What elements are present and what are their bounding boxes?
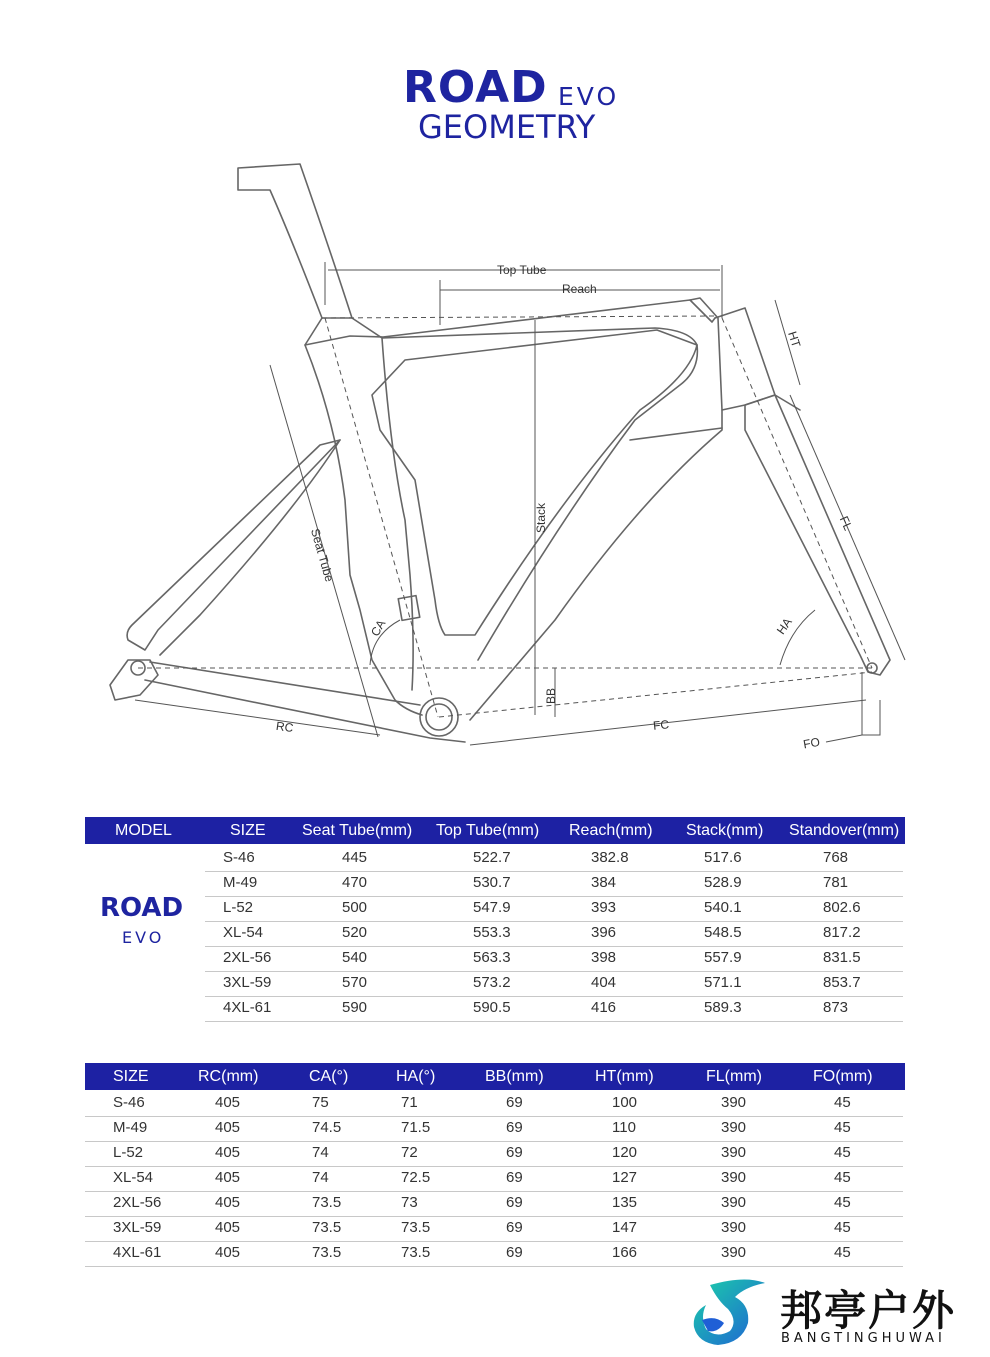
- cell-reach: 382.8: [591, 849, 629, 866]
- cell-stack: 548.5: [704, 924, 742, 941]
- cell-ca: 73.5: [312, 1194, 342, 1211]
- cell-rc: 405: [215, 1169, 241, 1186]
- cell-size: L-52: [113, 1144, 144, 1161]
- cell-size: L-52: [223, 899, 254, 916]
- fc-line: [439, 672, 872, 717]
- title-geometry: GEOMETRY: [418, 108, 596, 146]
- cell-fo: 45: [834, 1119, 851, 1136]
- model-logo-road: ROAD: [100, 893, 184, 923]
- label-ht: HT: [785, 329, 804, 350]
- cell-rc: 405: [215, 1194, 241, 1211]
- header-ca: CA(°): [309, 1068, 349, 1085]
- cell-seat-tube: 570: [342, 974, 368, 991]
- cell-top-tube: 530.7: [473, 874, 511, 891]
- label-top-tube: Top Tube: [497, 263, 547, 277]
- chain-stay: [145, 662, 465, 742]
- cell-fo: 45: [834, 1169, 851, 1186]
- cell-seat-tube: 500: [342, 899, 368, 916]
- header-rc: RC(mm): [198, 1068, 259, 1085]
- label-bb: BB: [544, 687, 558, 704]
- header-fl: FL(mm): [706, 1068, 762, 1085]
- brand-name-en: BANGTINGHUWAI: [781, 1331, 946, 1346]
- cell-ha: 73.5: [401, 1244, 431, 1261]
- header-stack: Stack(mm): [686, 822, 764, 839]
- cell-top-tube: 553.3: [473, 924, 511, 941]
- cell-bb: 69: [506, 1219, 523, 1236]
- header-ha: HA(°): [396, 1068, 436, 1085]
- table-header: [85, 1063, 905, 1090]
- header-seat-tube: Seat Tube(mm): [302, 822, 413, 839]
- label-fc: FC: [652, 717, 670, 733]
- cell-stack: 571.1: [704, 974, 742, 991]
- cell-stack: 540.1: [704, 899, 742, 916]
- cell-rc: 405: [215, 1119, 241, 1136]
- down-tube-inner: [630, 428, 722, 440]
- cell-size: 3XL-59: [113, 1219, 162, 1236]
- cell-standover: 802.6: [823, 899, 861, 916]
- cell-ca: 74.5: [312, 1119, 342, 1136]
- cell-bb: 69: [506, 1169, 523, 1186]
- bottle-mount: [398, 596, 420, 621]
- cell-reach: 384: [591, 874, 617, 891]
- cell-ca: 73.5: [312, 1244, 342, 1261]
- table-row: [205, 921, 903, 947]
- table-row: [85, 1141, 903, 1167]
- cell-standover: 853.7: [823, 974, 861, 991]
- cell-fl: 390: [721, 1244, 747, 1261]
- label-reach: Reach: [562, 282, 597, 296]
- cell-stack: 557.9: [704, 949, 742, 966]
- cell-rc: 405: [215, 1094, 241, 1111]
- cell-fl: 390: [721, 1144, 747, 1161]
- cell-ht: 147: [612, 1219, 638, 1236]
- label-seat-tube: Seat Tube: [307, 526, 337, 584]
- cell-ca: 73.5: [312, 1219, 342, 1236]
- cell-stack: 528.9: [704, 874, 742, 891]
- cell-fl: 390: [721, 1119, 747, 1136]
- cell-top-tube: 573.2: [473, 974, 511, 991]
- label-stack: Stack: [534, 502, 548, 533]
- seat-stay: [127, 440, 340, 650]
- cell-top-tube: 590.5: [473, 999, 511, 1016]
- header-reach: Reach(mm): [569, 822, 653, 839]
- brand-logo-icon: [690, 1275, 770, 1350]
- header-standover: Standover(mm): [789, 822, 900, 839]
- table-row: [85, 1241, 903, 1267]
- cell-bb: 69: [506, 1244, 523, 1261]
- cell-standover: 831.5: [823, 949, 861, 966]
- cell-ca: 74: [312, 1144, 329, 1161]
- table-row: [85, 1116, 903, 1142]
- cell-fo: 45: [834, 1144, 851, 1161]
- table-header: [85, 817, 905, 844]
- rc-dim: [135, 700, 380, 735]
- cell-stack: 589.3: [704, 999, 742, 1016]
- model-logo-evo: EVO: [122, 928, 165, 947]
- cell-reach: 393: [591, 899, 617, 916]
- cell-size: 3XL-59: [223, 974, 272, 991]
- table-row: [205, 946, 903, 972]
- cell-top-tube: 522.7: [473, 849, 511, 866]
- cell-top-tube: 547.9: [473, 899, 511, 916]
- cell-reach: 416: [591, 999, 617, 1016]
- cell-ht: 166: [612, 1244, 638, 1261]
- cell-ca: 74: [312, 1169, 329, 1186]
- cell-reach: 398: [591, 949, 617, 966]
- cell-reach: 396: [591, 924, 617, 941]
- table-row: [85, 1166, 903, 1192]
- cell-rc: 405: [215, 1219, 241, 1236]
- cell-standover: 768: [823, 849, 849, 866]
- cell-seat-tube: 445: [342, 849, 368, 866]
- cell-size: 2XL-56: [113, 1194, 162, 1211]
- cell-fo: 45: [834, 1194, 851, 1211]
- label-fl: FL: [836, 514, 856, 533]
- cell-ha: 73: [401, 1194, 418, 1211]
- frame-geometry-diagram: [0, 150, 990, 770]
- header-bb: BB(mm): [485, 1068, 544, 1085]
- cell-size: M-49: [223, 874, 258, 891]
- cell-fl: 390: [721, 1219, 747, 1236]
- cell-bb: 69: [506, 1119, 523, 1136]
- cell-ca: 75: [312, 1094, 329, 1111]
- table-row: [85, 1216, 903, 1242]
- cell-size: 4XL-61: [223, 999, 272, 1016]
- cell-size: M-49: [113, 1119, 148, 1136]
- fork: [745, 395, 890, 675]
- seat-tube: [305, 318, 422, 715]
- cell-ha: 71.5: [401, 1119, 431, 1136]
- cell-standover: 873: [823, 999, 849, 1016]
- header-size: SIZE: [230, 822, 266, 839]
- cell-ha: 72.5: [401, 1169, 431, 1186]
- cell-ha: 73.5: [401, 1219, 431, 1236]
- cell-ht: 127: [612, 1169, 638, 1186]
- cell-fl: 390: [721, 1169, 747, 1186]
- cell-top-tube: 563.3: [473, 949, 511, 966]
- cell-size: XL-54: [223, 924, 264, 941]
- fo-dim: [826, 672, 880, 742]
- cell-rc: 405: [215, 1144, 241, 1161]
- cell-reach: 404: [591, 974, 617, 991]
- cell-bb: 69: [506, 1194, 523, 1211]
- table-row: [205, 896, 903, 922]
- cell-ht: 110: [612, 1119, 636, 1136]
- cell-stack: 517.6: [704, 849, 742, 866]
- table-row: [205, 971, 903, 997]
- cell-rc: 405: [215, 1244, 241, 1261]
- cell-standover: 817.2: [823, 924, 861, 941]
- label-rc: RC: [275, 718, 295, 736]
- title-evo: EVO: [558, 82, 620, 111]
- cell-fo: 45: [834, 1219, 851, 1236]
- label-ca: CA: [367, 617, 389, 639]
- title-road: ROAD: [403, 62, 548, 113]
- cell-fo: 45: [834, 1094, 851, 1111]
- label-fo: FO: [802, 734, 821, 752]
- cell-fl: 390: [721, 1094, 747, 1111]
- cell-seat-tube: 590: [342, 999, 368, 1016]
- table-row: [85, 1191, 903, 1217]
- cell-fl: 390: [721, 1194, 747, 1211]
- table-row: [205, 846, 903, 872]
- cell-ht: 135: [612, 1194, 638, 1211]
- cell-size: S-46: [113, 1094, 145, 1111]
- down-tube: [470, 345, 722, 720]
- cell-bb: 69: [506, 1144, 523, 1161]
- header-model: MODEL: [115, 822, 172, 839]
- cell-size: 2XL-56: [223, 949, 272, 966]
- head-tube: [690, 298, 800, 410]
- table-row: [205, 996, 903, 1022]
- cell-seat-tube: 470: [342, 874, 368, 891]
- cell-standover: 781: [823, 874, 849, 891]
- header-top-tube: Top Tube(mm): [436, 822, 540, 839]
- cell-fo: 45: [834, 1244, 851, 1261]
- cell-ha: 72: [401, 1144, 418, 1161]
- header-size: SIZE: [113, 1068, 149, 1085]
- label-ha: HA: [773, 615, 795, 637]
- cell-ht: 100: [612, 1094, 638, 1111]
- table-row: [85, 1091, 903, 1117]
- seatpost: [238, 164, 352, 318]
- header-ht: HT(mm): [595, 1068, 654, 1085]
- cell-seat-tube: 520: [342, 924, 368, 941]
- cell-ha: 71: [401, 1094, 418, 1111]
- cell-size: XL-54: [113, 1169, 154, 1186]
- head-angle-line: [722, 318, 872, 668]
- cell-bb: 69: [506, 1094, 523, 1111]
- cell-size: S-46: [223, 849, 255, 866]
- cell-seat-tube: 540: [342, 949, 368, 966]
- cell-ht: 120: [612, 1144, 638, 1161]
- header-fo: FO(mm): [813, 1068, 873, 1085]
- table-row: [205, 871, 903, 897]
- brand-name-cn: 邦亭户外: [780, 1286, 957, 1335]
- top-tube: [305, 300, 715, 345]
- horizontal-ref: [322, 316, 715, 318]
- rear-dropout: [110, 660, 158, 700]
- cell-size: 4XL-61: [113, 1244, 162, 1261]
